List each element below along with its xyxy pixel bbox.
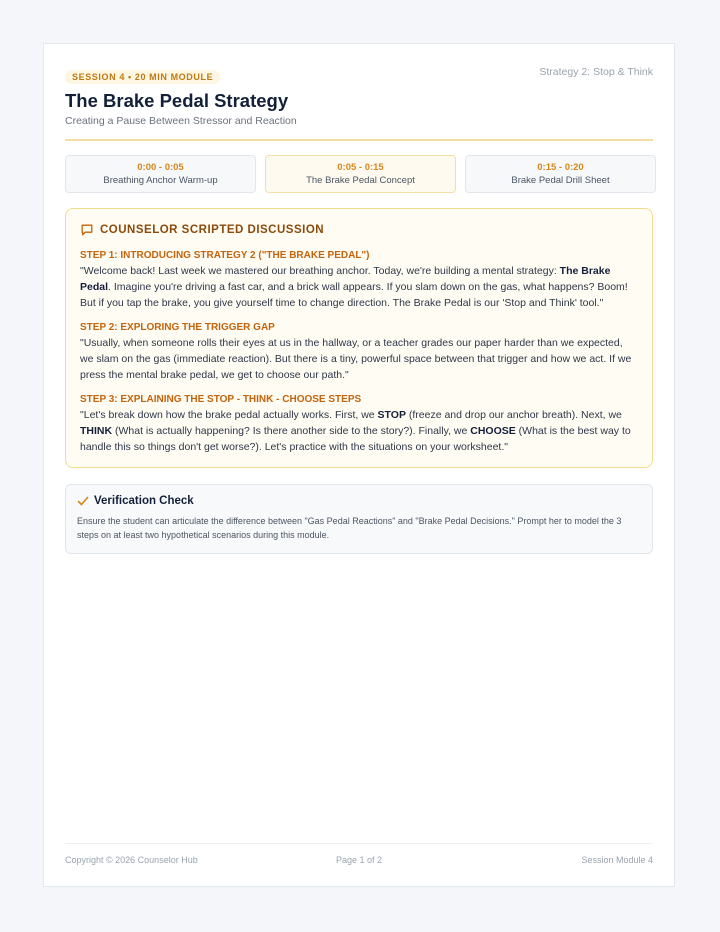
step-title: STEP 1: INTRODUCING STRATEGY 2 ("THE BRAKE PEDAL") (80, 250, 370, 261)
timeline-time: 0:00 - 0:05 (137, 162, 184, 173)
footer-divider (65, 843, 653, 844)
scripted-discussion-panel (65, 208, 653, 468)
verification-panel (65, 484, 653, 554)
step-text: (freeze and drop our anchor breath). Next, we (405, 409, 622, 421)
timeline-segment-warmup (65, 155, 256, 193)
step-body (80, 407, 638, 455)
header-divider (65, 139, 653, 141)
step-emphasis: CHOOSE (470, 425, 516, 437)
session-timeline (65, 155, 653, 193)
step-text: "Welcome back! Last week we mastered our breathing anchor. Today, we're building a mental strategy: (80, 265, 560, 277)
page-subtitle: Creating a Pause Between Stressor and Reaction (65, 115, 297, 127)
script-header (80, 221, 638, 239)
verification-body: Ensure the student can articulate the difference between "Gas Pedal Reactions" and "Brake Pedal Decisions." Prompt her to model the 3 steps on at least two hypothetical scenarios during this module. (77, 516, 622, 540)
step-text: (What is actually happening? Is there another side to the story?). Finally, we (112, 425, 471, 437)
step-body: "Usually, when someone rolls their eyes at us in the hallway, or a teacher grades our paper harder than we expected, we slam on the gas (immediate reaction). But there is a tiny, powerful space between that trigger and how we act. If we press the mental brake pedal, we get to choose our path." (80, 337, 632, 381)
timeline-label: Breathing Anchor Warm-up (103, 175, 218, 186)
step-body (80, 263, 638, 311)
verification-header (77, 495, 641, 507)
step-emphasis: STOP (377, 409, 406, 421)
verification-title: Verification Check (94, 495, 194, 507)
chat-icon (80, 223, 94, 237)
timeline-time: 0:05 - 0:15 (337, 162, 384, 173)
footer-module: Session Module 4 (581, 855, 653, 865)
script-step-3 (80, 393, 638, 455)
timeline-time: 0:15 - 0:20 (537, 162, 584, 173)
document-page (43, 43, 675, 887)
footer-page-number: Page 1 of 2 (335, 855, 383, 865)
timeline-segment-concept (265, 155, 456, 193)
timeline-label: The Brake Pedal Concept (306, 175, 415, 186)
script-step-1 (80, 249, 638, 311)
timeline-label: Brake Pedal Drill Sheet (511, 175, 610, 186)
step-text: (What is the best way to handle this so things don't get worse?). Let's practice with the situations on your worksheet." (80, 425, 631, 453)
step-text: . Imagine you're driving a fast car, and a brick wall appears. If you slam down on the gas, what happens? Boom! But if you tap the brake, you give yourself time to change direction. The Brake Pedal is our 'Stop and Think' tool." (80, 281, 628, 309)
step-text: "Let's break down how the brake pedal actually works. First, we (80, 409, 378, 421)
checkmark-icon (77, 495, 89, 507)
page-title: The Brake Pedal Strategy (65, 90, 289, 111)
script-step-2 (80, 321, 638, 383)
step-emphasis: THINK (80, 425, 113, 437)
strategy-label: Strategy 2: Stop & Think (539, 66, 653, 78)
step-emphasis: The Brake Pedal (80, 265, 611, 293)
session-badge: SESSION 4 • 20 MIN MODULE (65, 70, 220, 84)
footer-copyright: Copyright © 2026 Counselor Hub (65, 855, 198, 865)
timeline-segment-drill (465, 155, 656, 193)
script-title: COUNSELOR SCRIPTED DISCUSSION (100, 224, 325, 236)
step-title: STEP 3: EXPLAINING THE STOP - THINK - CHOOSE STEPS (80, 394, 362, 405)
step-title: STEP 2: EXPLORING THE TRIGGER GAP (80, 322, 275, 333)
